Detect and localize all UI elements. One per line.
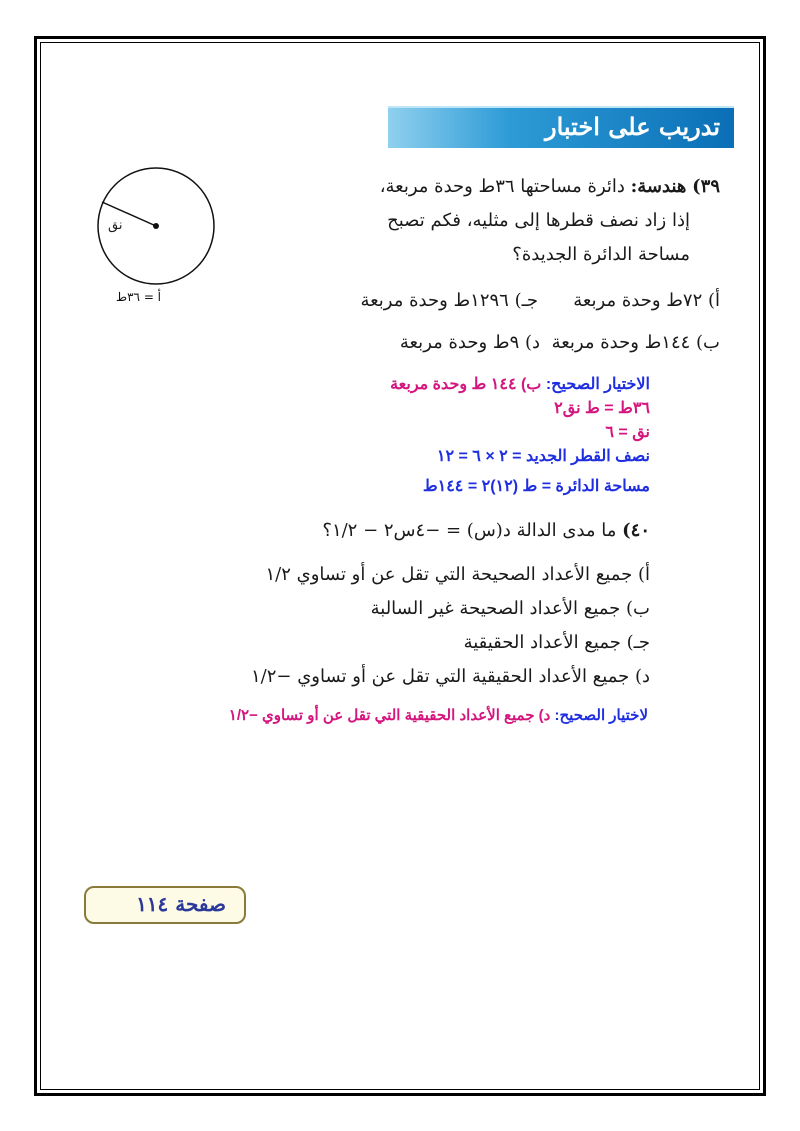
question-number: ٣٩): [692, 176, 720, 197]
page-number-badge: [84, 886, 246, 924]
question-number: ٤٠): [622, 520, 650, 541]
section-banner: [388, 106, 734, 148]
option-b: ب) ١٤٤ط وحدة مربعة: [551, 332, 720, 353]
question-39-line3: مساحة الدائرة الجديدة؟: [512, 244, 690, 265]
question-subject: هندسة:: [630, 176, 687, 197]
solution-answer: د) جميع الأعداد الحقيقية التي تقل عن أو تساوي −١/٢: [228, 707, 551, 724]
radius-label: نق: [108, 218, 123, 233]
circle-figure: [94, 164, 218, 288]
solution-answer: ب) ١٤٤ ط وحدة مربعة: [390, 376, 542, 393]
option-a: أ) جميع الأعداد الصحيحة التي تقل عن أو تساوي ١/٢: [265, 564, 650, 585]
question-39-line1: [380, 176, 720, 197]
option-c: جـ) جميع الأعداد الحقيقية: [463, 632, 650, 653]
question-text: دائرة مساحتها ٣٦ط وحدة مربعة،: [379, 176, 625, 197]
page-number: صفحة ١١٤: [136, 892, 226, 916]
option-b: ب) جميع الأعداد الصحيحة غير السالبة: [370, 598, 650, 619]
question-text: ما مدى الدالة د(س) = −٤س٢ − ١/٢؟: [322, 520, 617, 541]
option-a: أ) ٧٢ط وحدة مربعة: [573, 290, 720, 311]
option-d: د) ٩ط وحدة مربعة: [399, 332, 540, 353]
solution-label: الاختيار الصحيح:: [545, 376, 650, 393]
option-c: جـ) ١٢٩٦ط وحدة مربعة: [360, 290, 538, 311]
solution-step-2: نق = ٦: [605, 424, 650, 441]
solution-step-3: نصف القطر الجديد = ٢ × ٦ = ١٢: [436, 448, 650, 465]
option-d: د) جميع الأعداد الحقيقية التي تقل عن أو تساوي −١/٢: [250, 666, 650, 687]
solution-label: لاختيار الصحيح:: [554, 707, 648, 724]
question-40: [322, 520, 650, 541]
banner-title: تدريب على اختبار: [545, 112, 720, 141]
figure-caption: أ = ٣٦ط: [116, 290, 162, 304]
solution-step-4: مساحة الدائرة = ط (١٢)٢ = ١٤٤ط: [422, 478, 650, 495]
question-39-line2: إذا زاد نصف قطرها إلى مثليه، فكم تصبح: [387, 210, 690, 231]
solution-39-line: [390, 374, 650, 394]
solution-step-1: ٣٦ط = ط نق٢: [554, 400, 650, 417]
solution-40-line: [229, 706, 648, 724]
